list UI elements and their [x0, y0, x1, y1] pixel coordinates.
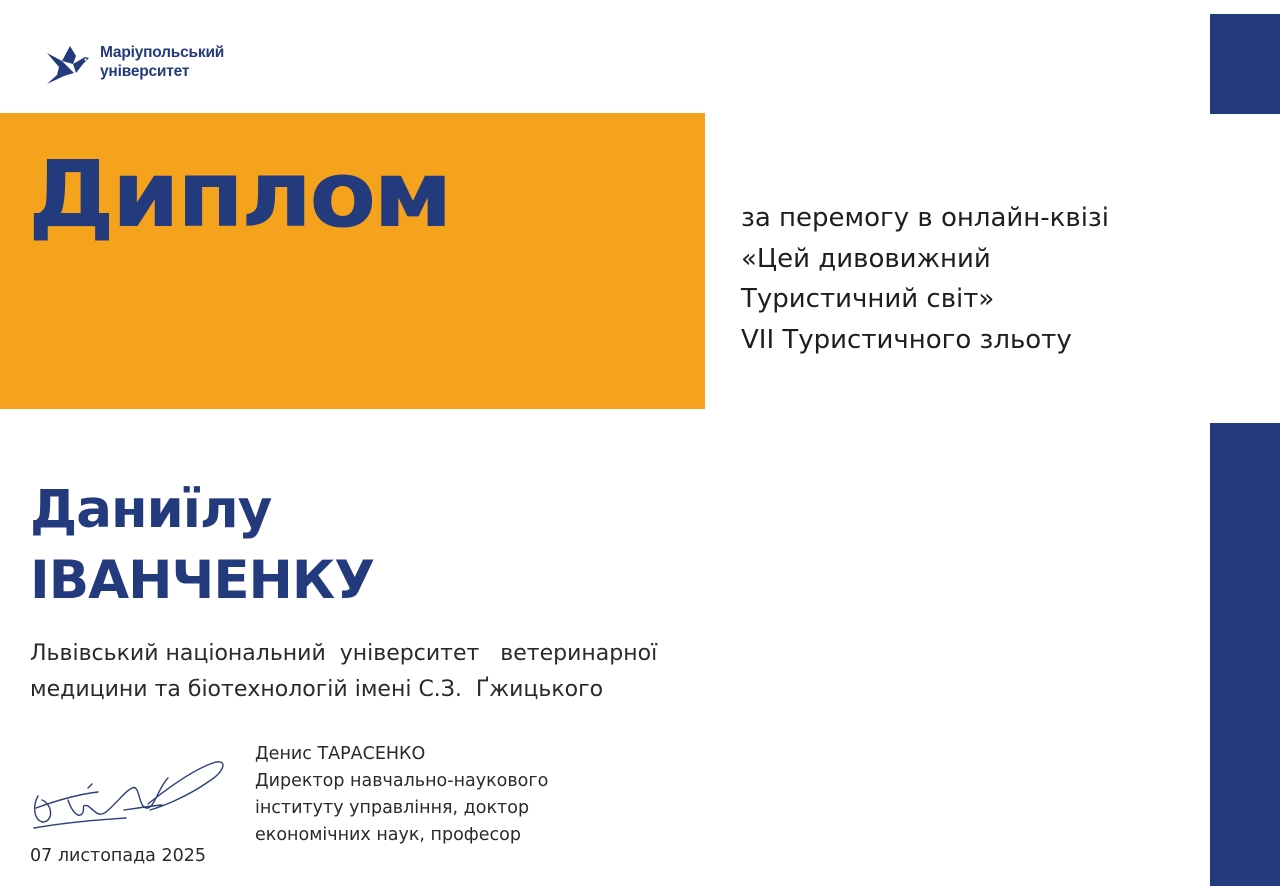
decorative-bar-top — [1210, 14, 1280, 114]
reason-line-4: VII Туристичного зльоту — [741, 324, 1072, 355]
signer-title-line-3: економічних наук, професор — [255, 825, 521, 845]
reason-line-3: Туристичний світ» — [741, 284, 995, 314]
recipient-last-name: ІВАНЧЕНКУ — [30, 550, 375, 611]
signature — [28, 748, 238, 840]
bird-icon — [44, 40, 90, 86]
recipient-first-name: Даниїлу — [30, 479, 272, 540]
signer-block — [255, 741, 548, 849]
decorative-bar-bottom — [1210, 423, 1280, 886]
signer-name: Денис ТАРАСЕНКО — [255, 744, 426, 764]
logo-line-2: університет — [100, 63, 190, 80]
institution-line-2: медицини та біотехнологій імені С.З. Ґжицького — [30, 677, 604, 702]
diploma-title: Диплом — [28, 141, 450, 248]
recipient-institution — [30, 636, 700, 708]
reason-line-1: за перемогу в онлайн-квізі — [741, 203, 1109, 233]
signer-title-line-1: Директор навчально-наукового — [255, 771, 549, 791]
recipient-name — [30, 474, 374, 616]
award-reason — [741, 198, 1109, 360]
institution-line-1: Львівський національний університет ветеринарної — [30, 641, 658, 666]
reason-line-2: «Цей дивовижний — [741, 243, 991, 274]
signer-title-line-2: інституту управління, доктор — [255, 798, 530, 818]
logo-text — [100, 43, 224, 81]
logo-line-1: Маріупольський — [100, 44, 225, 61]
university-logo — [44, 40, 224, 86]
issue-date: 07 листопада 2025 — [30, 846, 206, 866]
